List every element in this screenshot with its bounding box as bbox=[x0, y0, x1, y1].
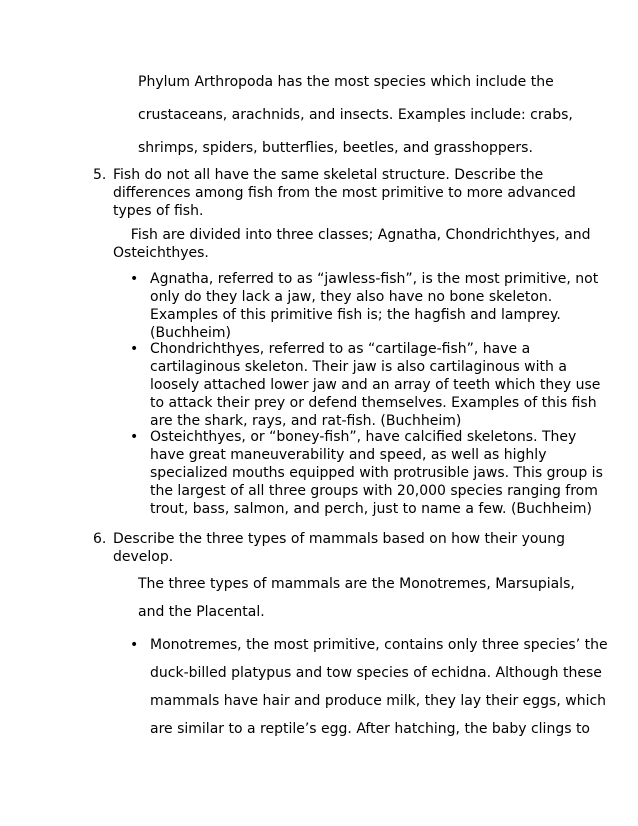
question-6-answer-line-2: and the Placental. bbox=[138, 604, 265, 620]
question-5-number: 5. bbox=[93, 167, 107, 183]
bullet-line: have great maneuverability and speed, as well as highly bbox=[150, 447, 547, 463]
bullet-line: Osteichthyes, or “boney-fish”, have calcified skeletons. They bbox=[150, 429, 577, 445]
bullet-line: Agnatha, referred to as “jawless-fish”, is the most primitive, not bbox=[150, 271, 599, 287]
bullet-agnatha bbox=[150, 270, 599, 342]
question-6-line: develop. bbox=[113, 549, 174, 565]
bullet-line: Monotremes, the most primitive, contains only three species’ the bbox=[150, 637, 608, 653]
bullet-line: duck-billed platypus and tow species of echidna. Although these bbox=[150, 665, 602, 681]
question-6-line: Describe the three types of mammals based on how their young bbox=[113, 531, 566, 547]
bullet-line: the largest of all three groups with 20,000 species ranging from bbox=[150, 483, 598, 499]
bullet-line: specialized mouths equipped with protrusible jaws. This group is bbox=[150, 465, 603, 481]
bullet-chondrichthyes bbox=[150, 340, 601, 430]
bullet-line: loosely attached lower jaw and an array of teeth which they use bbox=[150, 377, 601, 393]
bullet-monotremes bbox=[150, 633, 608, 741]
bullet-dot: • bbox=[130, 429, 139, 445]
bullet-line: Chondrichthyes, referred to as “cartilage-fish”, have a bbox=[150, 341, 531, 357]
bullet-dot: • bbox=[130, 637, 139, 653]
bullet-dot: • bbox=[130, 271, 139, 287]
bullet-dot: • bbox=[130, 341, 139, 357]
question-5-text bbox=[113, 166, 576, 220]
question-6-text bbox=[113, 530, 566, 566]
question-6-number: 6. bbox=[93, 531, 107, 547]
bullet-line: are the shark, rays, and rat-fish. (Buchheim) bbox=[150, 413, 462, 429]
bullet-line: mammals have hair and produce milk, they lay their eggs, which bbox=[150, 693, 607, 709]
bullet-line: to attack their prey or defend themselves. Examples of this fish bbox=[150, 395, 597, 411]
intro-line-2: crustaceans, arachnids, and insects. Examples include: crabs, bbox=[138, 107, 573, 123]
question-5-line: differences among fish from the most primitive to more advanced bbox=[113, 185, 576, 201]
question-6-answer-line-1: The three types of mammals are the Monotremes, Marsupials, bbox=[138, 576, 575, 592]
bullet-osteichthyes bbox=[150, 428, 603, 518]
bullet-line: only do they lack a jaw, they also have no bone skeleton. bbox=[150, 289, 553, 305]
intro-line-3: shrimps, spiders, butterflies, beetles, and grasshoppers. bbox=[138, 140, 533, 156]
answer-line: Osteichthyes. bbox=[113, 245, 209, 261]
bullet-line: (Buchheim) bbox=[150, 325, 231, 341]
intro-line-1: Phylum Arthropoda has the most species which include the bbox=[138, 74, 554, 90]
question-5-answer bbox=[113, 226, 591, 262]
bullet-line: trout, bass, salmon, and perch, just to name a few. (Buchheim) bbox=[150, 501, 592, 517]
question-5-line: Fish do not all have the same skeletal structure. Describe the bbox=[113, 167, 544, 183]
bullet-line: cartilaginous skeleton. Their jaw is also cartilaginous with a bbox=[150, 359, 567, 375]
bullet-line: Examples of this primitive fish is; the hagfish and lamprey. bbox=[150, 307, 561, 323]
bullet-line: are similar to a reptile’s egg. After hatching, the baby clings to bbox=[150, 721, 591, 737]
question-5-line: types of fish. bbox=[113, 203, 204, 219]
answer-line: Fish are divided into three classes; Agnatha, Chondrichthyes, and bbox=[113, 227, 591, 243]
